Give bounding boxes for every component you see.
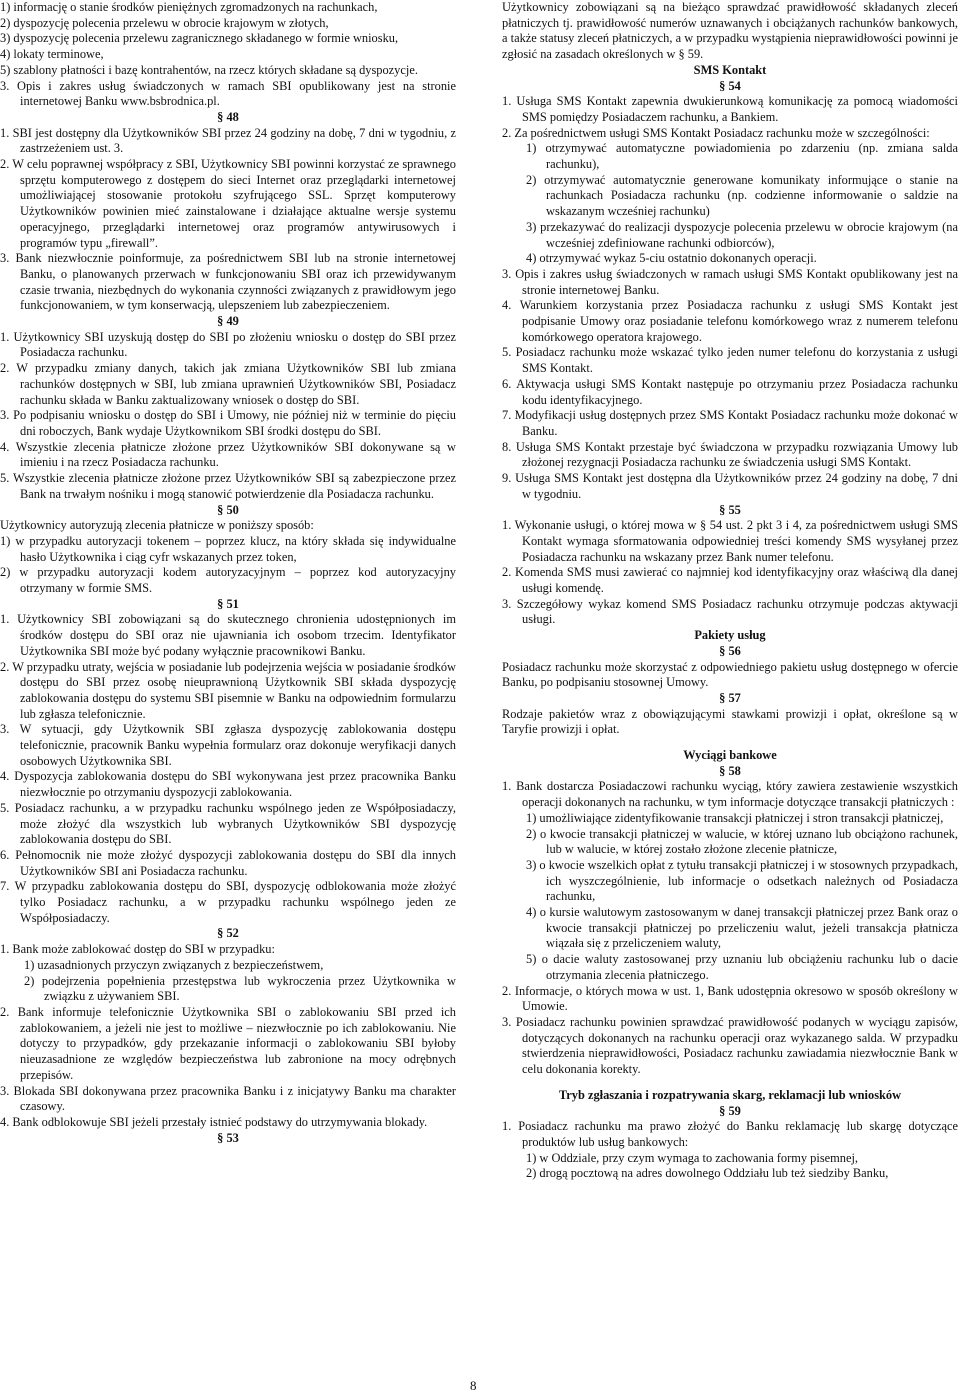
paragraph: 3. W sytuacji, gdy Użytkownik SBI zgłasza dyspozycję zablokowania dostępu telefonicznie, pracownik Banku wypełnia formularz oraz dokonuje weryfikacji danych osobowych Użytkownika SBI. [0,722,456,768]
paragraph: 6. Aktywacja usługi SMS Kontakt następuje po otrzymaniu przez Posiadacza rachunku kodu identyfikacyjnego. [502,376,958,407]
paragraph: 3. Opis i zakres usług świadczonych w ramach usługi SMS Kontakt opublikowany jest na stronie internetowej Banku. [502,266,958,297]
paragraph: 6. Pełnomocnik nie może złożyć dyspozycji zablokowania dostępu do SBI dla innych Użytkowników SBI ani Posiadacza rachunku. [0,847,456,878]
list-item: 4) otrzymywać wykaz 5-ciu ostatnio dokonanych operacji. [526,251,817,266]
paragraph: 2. Informacje, o których mowa w ust. 1, Bank udostępnia okresowo w sposób określony w Umowie. [502,983,958,1014]
paragraph: 3. Opis i zakres usług świadczonych w ramach SBI opublikowany jest na stronie internetowej Banku www.bsbrodnica.pl. [0,78,456,109]
section-heading: Pakiety usług [694,628,766,643]
paragraph: Użytkownicy autoryzują zlecenia płatnicze w poniższy sposób: [0,518,314,533]
list-item: 1) w Oddziale, przy czym wymaga to zachowania formy pisemnej, [526,1150,859,1165]
section-number: § 49 [217,314,239,329]
paragraph: 9. Usługa SMS Kontakt jest dostępna dla Użytkowników przez 24 godziny na dobę, 7 dni w tygodniu. [502,471,958,501]
paragraph: 4. Warunkiem korzystania przez Posiadacza rachunku z usługi SMS Kontakt jest podpisanie Umowy oraz posiadanie telefonu komórkowego wraz z numerem telefonu komórkowego operatora krajowego. [502,298,958,344]
spacer [502,738,958,748]
section-heading: Tryb zgłaszania i rozpatrywania skarg, reklamacji lub wniosków [558,1087,902,1102]
right-column [502,0,958,1182]
list-item: 2) otrzymywać automatycznie generowane komunikaty informujące o stanie na rachunkach Posiadacza rachunku (np. codzienne informowanie o saldzie na wskazanym wcześniej rachunku) [526,172,958,219]
list-item: 1) umożliwiające zidentyfikowanie transakcji płatniczej i stron transakcji płatniczej, [526,810,944,825]
paragraph: 5. Posiadacz rachunku może wskazać tylko jeden numer telefonu do korzystania z usługi SMS Kontakt. [502,345,958,376]
section-number: § 56 [719,643,741,658]
paragraph: 3. Po podpisaniu wniosku o dostęp do SBI i Umowy, nie później niż w terminie do pięciu dni roboczych, Bank wydaje Użytkownikom SBI środki dostępu do SBI. [0,408,456,438]
section-number: § 53 [217,1130,239,1145]
page-number: 8 [470,1378,477,1393]
paragraph: 1. Bank dostarcza Posiadaczowi rachunku wyciąg, który zawiera zestawienie wszystkich operacji dokonanych na rachunku, w tym informacje dotyczące transakcji płatniczych : [502,779,958,810]
paragraph: 3. Szczegółowy wykaz komend SMS Posiadacz rachunku otrzymuje podczas aktywacji usługi. [502,596,958,627]
paragraph: 5. Posiadacz rachunku, a w przypadku rachunku wspólnego jeden ze Współposiadaczy, może złożyć dla wszystkich lub wybranych Użytkowników SBI dyspozycję zablokowania dostępu do SBI. [0,800,456,847]
list-item: 3) przekazywać do realizacji dyspozycje polecenia przelewu w obrocie krajowym (na wcześniej zdefiniowane rachunki odbiorców), [526,219,958,250]
paragraph: 2. Za pośrednictwem usługi SMS Kontakt Posiadacz rachunku może w szczególności: [502,125,930,140]
paragraph: 1. Użytkownicy SBI uzyskują dostęp do SBI po złożeniu wniosku o dostęp do SBI przez Posiadacza rachunku. [0,329,456,360]
list-item: 2) o kwocie transakcji płatniczej w walucie, w której uznano lub obciążono rachunek, lub w walucie, w której zostało złożone zlecenie płatnicze, [526,826,958,857]
paragraph: 2) dyspozycję polecenia przelewu w obrocie krajowym w złotych, [0,15,329,30]
section-number: § 57 [719,690,741,705]
paragraph: 3. Bank niezwłocznie poinformuje, za pośrednictwem SBI lub na stronie internetowej Banku, o planowanych przerwach w funkcjonowaniu SBI oraz ich przewidywanym czasie trwania, niezbędnych do wykonania czynności związanych z prawidłowym jego funkcjonowaniem, w tym konserwacją, ulepszeniem lub zabezpieczeniem. [0,251,456,313]
paragraph: Posiadacz rachunku może skorzystać z odpowiedniego pakietu usług dostępnego w ofercie Banku, po podpisaniu stosownej Umowy. [502,659,958,690]
list-item: 4) o kursie walutowym zastosowanym w danej transakcji płatniczej przez Bank oraz o kwocie transakcji płatniczej po przeliczeniu walut, jeżeli transakcja płatnicza wiązała się z przeliczeniem waluty, [526,905,958,951]
section-number: § 54 [719,78,741,93]
list-item: 5) o dacie waluty zastosowanej przy uznaniu lub obciążeniu rachunku lub o dacie otrzymania zlecenia płatniczego. [526,952,958,982]
paragraph: 3. Posiadacz rachunku powinien sprawdzać prawidłowość podanych w wyciągu zapisów, dotyczących dokonanych na rachunku operacji oraz wykazanego salda. W przypadku stwierdzenia nieprawidłowości, Posiadacz rachunku zawiadamia niezwłocznie Bank w celu dokonania korekty. [502,1015,958,1077]
paragraph: 7. Modyfikacji usług dostępnych przez SMS Kontakt Posiadacz rachunku może dokonać w Banku. [502,408,958,438]
paragraph: 1. Bank może zablokować dostęp do SBI w przypadku: [0,942,275,957]
paragraph: 5. Wszystkie zlecenia płatnicze złożone przez Użytkowników SBI są zabezpieczone przez Bank na trwałym nośniku i mogą stanowić potwierdzenie dla Posiadacza rachunku. [0,471,456,501]
list-item: 2) podejrzenia popełnienia przestępstwa lub wykroczenia przez Użytkownika w związku z używaniem SBI. [24,973,456,1004]
paragraph: 4) lokaty terminowe, [0,47,104,62]
paragraph: 1. Usługa SMS Kontakt zapewnia dwukierunkową komunikację za pomocą wiadomości SMS pomiędzy Posiadaczem rachunku, a Bankiem. [502,94,958,124]
paragraph: 8. Usługa SMS Kontakt przestaje być świadczona w przypadku rozwiązania Umowy lub złożonej rezygnacji Posiadacza rachunku ze świadczenia usługi SMS Kontakt. [502,439,958,470]
paragraph: Rodzaje pakietów wraz z obowiązującymi stawkami prowizji i opłat, określone są w Taryfie prowizji i opłat. [502,706,958,737]
paragraph: 3. Blokada SBI dokonywana przez pracownika Banku i z inicjatywy Banku ma charakter czasowy. [0,1083,456,1114]
paragraph: 1) w przypadku autoryzacji tokenem – poprzez klucz, na który składa się indywidualne hasło Użytkownika i ciąg cyfr wskazanych przez token, [0,533,456,564]
paragraph: 1) informację o stanie środków pieniężnych zgromadzonych na rachunkach, [0,0,378,14]
paragraph: 2. W celu poprawnej współpracy z SBI, Użytkownicy SBI powinni korzystać ze sprawnego sprzętu komputerowego z dostępem do sieci Internet oraz przeglądarki internetowej umożliwiającej stosowanie protokołu szyfrującego SSL. Sprzęt komputerowy Użytkowników powinien mieć zainstalowane i działające aktualne wersje systemu operacyjnego, przeglądarki internetowej oraz programów antywirusowych i programów typu „firewall”. [0,157,456,250]
paragraph: 1. Użytkownicy SBI zobowiązani są do skutecznego chronienia udostępnionych im środków dostępu do SBI oraz nie ujawniania ich osobom trzecim. Identyfikator Użytkownika SBI może być podany wyłącznie pracownikowi Banku. [0,612,456,658]
paragraph: 4. Wszystkie zlecenia płatnicze złożone przez Użytkowników SBI dokonywane są w imieniu i na rzecz Posiadacza rachunku. [0,439,456,470]
paragraph: 2) w przypadku autoryzacji kodem autoryzacyjnym – poprzez kod autoryzacyjny otrzymany w formie SMS. [0,565,456,596]
paragraph: 1. Posiadacz rachunku ma prawo złożyć do Banku reklamację lub skargę dotyczące produktów lub usług bankowych: [502,1119,958,1149]
paragraph: Użytkownicy zobowiązani są na bieżąco sprawdzać prawidłowość składanych zleceń płatniczych tj. prawidłowość numerów uznawanych i obciążanych rachunków bankowych, a także statusy zleceń płatniczych, a w przypadku wystąpienia nieprawidłowości powinni je zgłosić na zasadach określonych w § 59. [502,0,958,62]
section-number: § 48 [217,109,239,124]
section-number: § 51 [217,596,239,611]
section-heading: Wyciągi bankowe [683,748,777,763]
section-number: § 55 [719,502,741,517]
section-heading: SMS Kontakt [693,62,767,77]
paragraph: 4. Dyspozycja zablokowania dostępu do SBI wykonywana jest przez pracownika Banku niezwłocznie po otrzymaniu dyspozycji zablokowania. [0,769,456,800]
paragraph: 2. Komenda SMS musi zawierać co najmniej kod identyfikacyjny oraz właściwą dla danej usługi komendę. [502,565,958,596]
paragraph: 2. W przypadku zmiany danych, takich jak zmiana Użytkowników SBI lub zmiana rachunków dostępnych w SBI, lub zmiana uprawnień Użytkowników SBI, Posiadacz rachunku składa w Banku zaktualizowany wniosek o dostęp do SBI. [0,361,456,407]
section-number: § 52 [217,926,239,941]
section-number: § 58 [719,763,741,778]
section-number: § 59 [719,1103,741,1118]
list-item: 1) otrzymywać automatyczne powiadomienia po zdarzeniu (np. zmiana salda rachunku), [526,141,958,172]
list-item: 3) o kwocie wszelkich opłat z tytułu transakcji płatniczej i w stosownych przypadkach, ich wyszczególnienie, lub informacje o odsetkach należnych od Posiadacza rachunku, [526,857,958,904]
paragraph: 2. W przypadku utraty, wejścia w posiadanie lub podejrzenia wejścia w posiadanie środków dostępu do SBI przez osobę nieuprawnioną Użytkownik SBI składa dyspozycję zablokowania dostępu do systemu SBI pisemnie w Banku na odpowiednim formularzu lub zgłasza telefonicznie. [0,659,456,721]
paragraph: 1. SBI jest dostępny dla Użytkowników SBI przez 24 godziny na dobę, 7 dni w tygodniu, z zastrzeżeniem ust. 3. [0,125,456,156]
spacer [502,1078,958,1088]
paragraph: 7. W przypadku zablokowania dostępu do SBI, dyspozycję odblokowania może złożyć tylko Posiadacz rachunku, a w przypadku rachunku wspólnego jeden ze Współposiadaczy. [0,879,456,925]
paragraph: 1. Wykonanie usługi, o której mowa w § 54 ust. 2 pkt 3 i 4, za pośrednictwem usługi SMS Kontakt wymaga sformatowania odpowiedniej treści komendy SMS wysyłanej przez Posiadacza rachunku na wskazany przez Bank numer telefonu. [502,518,958,564]
list-item: 2) drogą pocztową na adres dowolnego Oddziału lub też siedziby Banku, [526,1166,889,1181]
paragraph: 4. Bank odblokowuje SBI jeżeli przestały istnieć podstawy do utrzymywania blokady. [0,1114,428,1129]
paragraph: 5) szablony płatności i bazę kontrahentów, na rzecz których składane są dyspozycje. [0,62,418,77]
left-column [0,0,456,1146]
paragraph: 2. Bank informuje telefonicznie Użytkownika SBI o zablokowaniu SBI przed ich zablokowaniem, a jeżeli nie jest to możliwe – niezwłocznie po ich zablokowaniu. Nie dotyczy to przypadków, gdy przekazanie informacji o zablokowaniu SBI byłoby nieuzasadnione ze względów bezpieczeństwa lub zabronione na mocy odrębnych przepisów. [0,1005,456,1082]
list-item: 1) uzasadnionych przyczyn związanych z bezpieczeństwem, [24,957,324,972]
section-number: § 50 [217,502,239,517]
paragraph: 3) dyspozycję polecenia przelewu zagranicznego składanego w formie wniosku, [0,31,399,46]
